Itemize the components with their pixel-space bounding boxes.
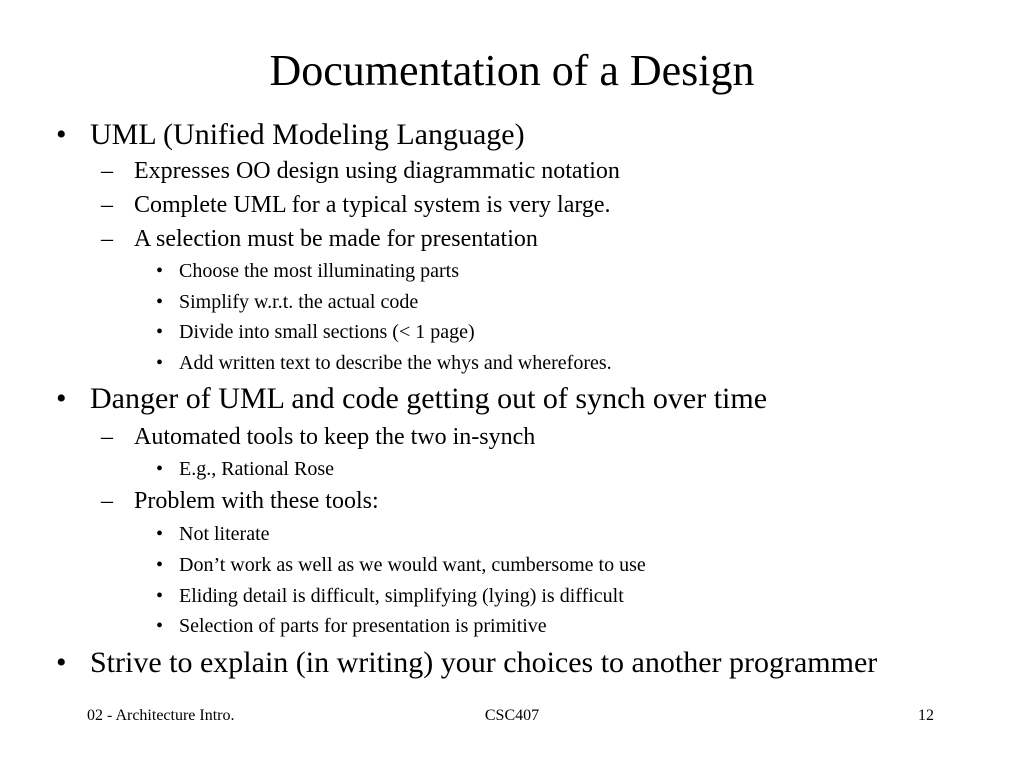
bullet-text: Not literate: [179, 523, 270, 545]
bullet-marker: •: [56, 382, 67, 415]
footer-course-code: CSC407: [484, 707, 540, 724]
slide-title: Documentation of a Design: [269, 46, 755, 95]
footer-slide-number: 12: [918, 707, 934, 724]
bullet-text: Expresses OO design using diagrammatic notation: [134, 158, 620, 184]
dash-marker: –: [101, 192, 113, 218]
bullet-marker: •: [156, 291, 164, 313]
bullet-marker: •: [156, 585, 164, 607]
bullet-text: Problem with these tools:: [134, 488, 379, 514]
bullet-text: Add written text to describe the whys and wherefores.: [179, 352, 612, 374]
dash-marker: –: [101, 226, 113, 252]
bullet-text: UML (Unified Modeling Language): [90, 118, 525, 151]
footer-lecture-title: 02 - Architecture Intro.: [87, 707, 235, 724]
bullet-marker: •: [156, 554, 164, 576]
bullet-marker: •: [156, 321, 164, 343]
bullet-marker: •: [156, 523, 164, 545]
bullet-marker: •: [156, 260, 164, 282]
bullet-text: Don’t work as well as we would want, cumbersome to use: [179, 554, 646, 576]
bullet-marker: •: [56, 646, 67, 679]
bullet-marker: •: [156, 352, 164, 374]
dash-marker: –: [101, 424, 113, 450]
bullet-text: E.g., Rational Rose: [179, 458, 334, 480]
bullet-text: A selection must be made for presentation: [134, 226, 538, 252]
bullet-text: Strive to explain (in writing) your choices to another programmer: [90, 646, 878, 679]
bullet-marker: •: [56, 118, 67, 151]
bullet-text: Selection of parts for presentation is primitive: [179, 615, 547, 637]
bullet-text: Simplify w.r.t. the actual code: [179, 291, 419, 313]
bullet-text: Eliding detail is difficult, simplifying (lying) is difficult: [179, 585, 624, 607]
dash-marker: –: [101, 488, 113, 514]
bullet-marker: •: [156, 615, 164, 637]
bullet-text: Divide into small sections (< 1 page): [179, 321, 475, 343]
dash-marker: –: [101, 158, 113, 184]
bullet-marker: •: [156, 458, 164, 480]
bullet-text: Automated tools to keep the two in-synch: [134, 424, 536, 450]
bullet-text: Choose the most illuminating parts: [179, 260, 459, 282]
bullet-text: Complete UML for a typical system is very large.: [134, 192, 611, 218]
bullet-text: Danger of UML and code getting out of synch over time: [90, 382, 768, 415]
